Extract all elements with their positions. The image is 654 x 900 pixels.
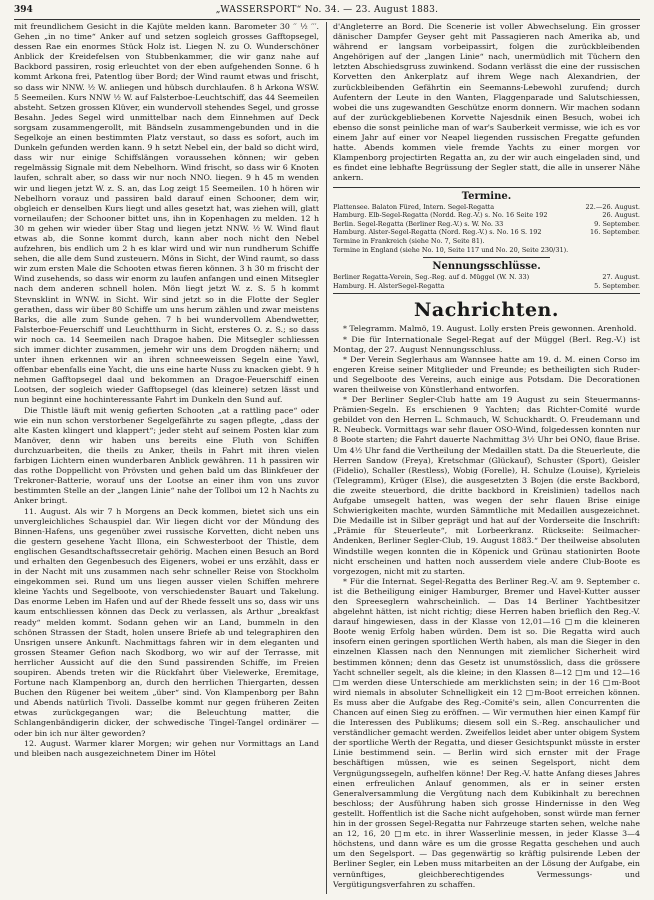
news-item: * Telegramm. Malmö, 19. August. Lolly ersten Preis gewonnen. Arenhold. — [343, 324, 637, 334]
news-item: * Für die Internat. Segel-Regatta des Berliner Reg.-V. am 9. September c. ist die Betheiligung einiger Hamburger, Bremer und Havel-Kutter ausser den Spreeseglern wahrscheinlich. — Das 14 Berliner Yachtbesitzer abgelehnt hätten, ist nicht richtig; diese Herren haben brieflich den Reg.-V. darauf hingewiesen, dass in der Klasse von 12,01—16 □m die kleineren Boote wenig Erfolg haben würden. Dem ist so. Die Regatta wird auch insofern einen geringen sportlichen Werth haben, als man die Sieger in den einzelnen Klassen nach den Nennungen mit ziemlicher Sicherheit wird bestimmen können; denn das Gesetz ist unumstösslich, dass die grössere Yacht schneller segelt, als die kleine; in den Klassen 8—12 □m und 12—16 □m werden diese Unterschiede am merklichsten sein; in der 16 □m-Boot wird niemals in absoluter Schnelligkeit ein 12 □m-Boot erreichen können. Es muss aber die Aufgabe des Reg.-Comité's sein, allen Concurrenten die Chancen auf einen Sieg zu eröffnen. — Wir vermuthen hier einen Kampf für die Interessen des Publikums; diesem soll ein S.-Reg. anschaulicher und verständlicher gemacht werden. Zweifellos leidet aber unter obigem System der sportliche Werth der Regatta, und dieser Gesichtspunkt müsste in erster Linie bestimmend sein. — Berlin wird sich ernster mit der Frage beschäftigen müssen, wie es seinen Segelsport, nicht dem Vergnügungssegeln, aufhelfen könne! Der Reg.-V. hatte Anfang dieses Jahres einen erfreulichen Anlauf genommen, als er in seiner ersten Generalversammlung die Vergütung nach dem Kubikinhalt zu berechnen beschloss; der Ausführung haben sich grosse Hindernisse in den Weg gestellt. Hoffentlich ist die Sache nicht aufgehoben, sonst würde man ferner hin in der grossen Segel-Regatta nur Fahrzeuge starten sehen, welche nahe an 12, 16, 20 □m etc. in ihrer Wasserlinie messen, in jeder Klasse 3—4 höchstens, und dann wäre es um die grosse Regatta geschehen und auch um den Segelsport. — Das gegenwärtig so kräftig pulsirende Leben der Berliner Segler, ein Leben muss mitarbeiten an der Lösung der Aufgabe, ein vernünftiges, gleichberechtigendes Vermessungs- und Vergütigungsverfahren zu schaffen. — [333, 576, 640, 889]
section-rule — [333, 187, 640, 188]
termine-date: 9. September. — [594, 219, 640, 228]
article-paragraph: mit freundlichem Gesicht in die Kajüte melden kann. Barometer 30 ′′ ½ ′′′. Gehen „in no time“ Anker auf und setzen sogleich grosses Gafftopsegel, dessen Rae ein enormes Stück Holz ist. Liegen N. zu O. Wunderschöner Anblick der Kreidefelsen von Stubbenkammer, die wir ganz nahe auf Backbord passiren, rosig erleuchtet von der eben aufgehenden Sonne. 6 h kommt Arkona frei, Patentlog über Bord; der Wind raumt etwas und frischt, so dass wir NNW. ½ W. anliegen und hübsch durchlaufen. 8 h Arkona WSW. 5 Seemeilen. Kurs NNW ½ W. auf Falsterboe-Leuchtschiff, das 44 Seemeilen absteht. Setzen grossen Klüver, ein wundervoll stehendes Segel, und grosse Besahn. Jedes Segel wird unmittelbar nach dem Einnehmen auf Deck sorgsam zusammengerollt, mit Bändseln zusammengebunden und in die Segelkoje an einen bestimmten Platz verstaut, so dass es sofort, auch im Dunkeln gefunden werden kann. 9 h setzt Nebel ein, der bald so dicht wird, dass wir nur einige Schiffslängen voraussehen können; wir geben regelmässig Signale mit dem Nebelhorn. Wind frischt, so dass wir 6 Knoten laufen, schralt aber, so dass wir nur noch NNO. liegen. 9 h 45 m wenden wir und liegen jetzt W. z. S. an, das Log zeigt 15 Seemeilen. 10 h hören wir Nebelhorn vorauz und passiren bald darauf einen Schooner, dem wir, obgleich er denselben Kurs liegt und alles gesetzt hat, was ziehen will, glatt vorneilaufen; der Schooner bittet uns, ihn in Kopenhagen zu melden. 12 h 30 m gehen wir wieder über Stag und liegen jetzt NNW. ½ W. Wind flaut etwas ab, die Sonne kommt durch, kann aber noch nicht den Nebel aufzehren, bis endlich um 2 h es klar wird und wir nun rundherum Schiffe sehen, die alle dem Sund zusteuern. Möns in Sicht, der Wind raumt, so dass wir zum ersten Male die Schooten etwas fieren können. 3 h 30 m frischt der Wind zusehends, so dass wir enorm zu laufen anfangen und einen Mitsegler nach dem anderen schnell holen. Mön liegt jetzt W. z. S. 5 h kommt Stevnsklint in WNW. in Sicht. Wir sind jetzt so in die Flotte der Segler gerathen, dass wir über 80 Schiffe um uns herum zählen und zwar meistens Barks, die alle zum Sunde gehen. 7 h bei wundervollem Abendwetter, Falsterboe-Feuerschiff und Leuchtthurm in Sicht, ersteres O. z. S.; so dass wir noch ca. 14 Seemeilen nach Dragoe haben. Die Mitsegler schliessen sich immer dichter zusammen, jemehr wir uns dem Drogden nähern; und unter ihnen erkennen wir an ihren schneeweissen Segeln eine Yawl, offenbar ebenfalls eine Yacht, die uns eine harte Nuss zu knacken giebt. 9 h nehmen Gafftopsegel daal und bekommen an Dragoe-Feuerschiff einen Lootsen, der sogleich wieder Gafftopsegel (das kleinere) setzen lässt und nun beginnt eine hochinteressante Fahrt im Dunkeln den Sund auf. — [14, 22, 319, 405]
termine-note: Termine in Frankreich (siehe No. 7, Seite 81). — [333, 236, 485, 245]
news-item: * Der Verein Seglerhaus am Wannsee hatte am 19. d. M. einen Corso im engeren Kreise seiner Mitglieder und Freunde; es betheiligten sich Ruder- und Segelboote des Vereins, auch einige aus Potsdam. Die Decorationen waren theilweise von Künstlerhand entworfen. — [333, 354, 640, 394]
column-divider — [326, 22, 327, 894]
article-paragraph: Die Thistle läuft mit wenig gefierten Schooten „at a rattling pace“ oder wie ein nun schon verstorbener Segelgefährte zu sagen pflegte, „dass der alte Kasten klingert und klappert“; jeder steht auf seinem Posten klar zum Manöver, denn wir haben uns bereits eine Fluth von Schiffen durchzuarbeiten, die theils zu Anker, theils in Fahrt mit ihren vielen farbigen Lichtern einen wunderbaren Anblick gewähren. 11 h passiren wir das rothe Doppellicht von Prövsten und gehen bald um das Blinkfeuer der Trekroner-Batterie, worauf uns der Lootse an einer ihm von uns zuvor bestimmten Stelle an der „langen Linie“ nahe der Tollboi um 12 h Nachts zu Anker bringt. — [14, 405, 319, 506]
termine-event: Hamburg. Elb-Segel-Regatta (Nordd. Reg.-V.) s. No. 16 Seite 192 — [333, 211, 548, 220]
termine-row — [333, 220, 640, 229]
termine-heading: Termine. — [461, 190, 512, 202]
nennung-date: 5. September. — [594, 281, 640, 290]
section-rule — [423, 257, 550, 258]
right-column — [333, 22, 640, 896]
news-item: * Die für Internationale Segel-Regat auf der Müggel (Berl. Reg.-V.) ist Montag, der 27. August Nennungsschluss. — [333, 334, 640, 354]
nachrichten-heading: Nachrichten. — [414, 299, 559, 322]
masthead: „WASSERSPORT“ No. 34. — 23. August 1883. — [215, 5, 439, 15]
page-header — [14, 5, 640, 20]
article-continuation: d'Angleterre an Bord. Die Scenerie ist voller Abwechselung. Ein grosser dänischer Dampfer Geyser geht mit Passagieren nach Amerika ab, und während er langsam vorbeipassirt, folgen die zurückbleibenden Angehörigen auf der „langen Linie“ nach, unermüdlich mit Tüchern den letzten Abschiedsgruss zuwinkend. Sodann verlässt die eine der russischen Korvetten den Ankerplatz auf ihrem Wege nach Alexandrien, der zurückbleibenden Gefährtin ein Seemanns-Lebewohl zurufend; durch Aufentern der Leute in den Wanten, Flaggenparade und Salutschiessen, wobei die uns zugewandten Geschütze enorm donnern. Wir machen sodann auf der zurückgebliebenen Korvette Najesdnik einen Besuch, wobei ich ebenso die sonst peinliche man of war's Sauberkeit vermisse, wie ich es vor einem Jahr auf einer vor Neapel liegenden russischen Fregatte gefunden hatte. Abends kommen viele fremde Yachts zu einer morgen vor Klampenborg projectirten Regatta an, zu der wir auch eingeladen sind, und es findet eine lebhafte Begrüssung der Segler statt, die alle in unserer Nähe ankern. — [333, 22, 640, 183]
termine-event: Plattensee. Balaton Füred, Intern. Segel-Regatta — [333, 202, 495, 211]
termine-date: 22.—26. August. — [585, 202, 640, 211]
nennung-event: Hamburg. H. AlsterSegel-Regatta — [333, 281, 445, 290]
left-column — [14, 22, 319, 896]
page-number: 394 — [14, 5, 33, 15]
termine-event: Berlin. Segel-Regatta (Berliner Reg.-V.) s. W. No. 33 — [333, 219, 504, 228]
termine-event: Hamburg. Alster-Segel-Regatta (Nord. Reg.-V.) s. No. 16 S. 192 — [333, 228, 542, 237]
nennung-row — [333, 273, 640, 282]
article-paragraph: 12. August. Warmer klarer Morgen; wir gehen nur Vormittags an Land und bleiben nach ausgezeichnetem Diner im Hôtel — [14, 738, 319, 758]
termine-row — [333, 203, 640, 212]
nennung-heading: Nennungsschlüsse. — [432, 261, 541, 273]
termine-date: 16. September. — [590, 228, 640, 237]
termine-date: 26. August. — [602, 211, 640, 220]
nennung-date: 27. August. — [602, 273, 640, 282]
news-item: * Der Berliner Segler-Club hatte am 19 August zu sein Steuermanns-Prämien-Segeln. Es erschienen 9 Yachten; das Richter-Comité wurde gebildet von den Herren L. Schmauch, W. Schuckhardt. O. Freudemann und R. Neubeck. Vormittags war sehr flauer OSO-Wind, folgedessen konnten nur 8 Boote starten; die Fahrt dauerte Nachmittag 3½ Uhr bei ONO, flaue Brise. Um 4½ Uhr fand die Vertheilung der Medaillen statt. Da die Steuerleute, die Herren Sandow (Freya), Kretschmar (Glückauf), Schuster (Sport), Geisler (Fidelio), Schaller (Restless), Wobig (Forelle), H. Schulze (Louise), Kyrieleis (Telegramm), Krüger (Else), die ausgesetzten 3 Bojen (die erste Backbord, die zweite steuerbord, die dritte backbord in Kreislinien) tadellos nach Aufgabe umsegelt hatten, was wegen der sehr flauen Brise einige Schwierigkeiten machte, wurden Sämmtliche mit Medaillen ausgezeichnet. Die Medaille ist in Silber geprägt und hat auf der Vorderseite die Inschrift: „Prämie für Steuerleute“, mit Lorbeerkranz. Rückseite: Seilmacher-Andenken, Berliner Segler-Club, 19. August 1883.“ Der theilweise absoluten Windstille wegen konnten die in Köpenick und Grünau stationirten Boote nicht erscheinen und hatten noch ausserdem viele andere Club-Boote es vorgezogen, nicht mit zu starten. — [333, 395, 640, 576]
termine-row — [333, 211, 640, 220]
section-rule — [333, 293, 640, 294]
termine-row — [333, 228, 640, 237]
nennung-row — [333, 282, 640, 291]
article-paragraph: 11. August. Als wir 7 h Morgens an Deck kommen, bietet sich uns ein unvergleichliches Schauspiel dar. Wir liegen dicht vor der Mündung des Binnen-Hafens, uns gegenüber zwei russische Korvetten, dicht neben uns die gestern gesehene Yacht Illona, ein Schwesterboot der Thistle, dem englischen Gesandtschaftssecretair gehörig. Machen einen Besuch an Bord und erhalten den Gegenbesuch des Eigeners, wobei er uns erzählt, dass er in der Nacht mit uns zusammen nach sehr schneller Reise von Stockholm eingekommen sei. Rund um uns liegen ausser vielen Schiffen mehrere kleine Yachts und Segelboote, von verschiedenster Bauart und Takelung. Das enorme Leben im Hafen und auf der Rhede fesselt uns so, dass wir uns kaum entschliessen können das Deck zu verlassen, als Arthur „breakfast ready“ melden kommt. Sodann gehen wir an Land, bummeln in den schönen Strassen der Stadt, holen unsere Briefe ab und telegraphiren den Unsrigen unsere Ankunft. Nachmittags fahren wir in dem eleganten und grossen Steamer Gefion nach Skodborg, wo wir auf der Terrasse, mit herrlicher Aussicht auf die den Sund passirenden Schiffe, im Freien soupiren. Abends treten wir die Rückfahrt über Vielewerke, Eremitage, Fortune nach Klampenborg an, durch den herrlichen Thiergarten, dessen Buchen den Rügener bei weitem „über“ sind. Von Klampenborg per Bahn und Abends natürlich Tivoli. Dasselbe kommt nur gegen früheren Zeiten etwas zurückgegangen war; die Beleuchtung matter, die Schlangenbändigerin dicker, der schwedische Tingel-Tangel ordinärer — oder bin ich nur älter geworden? — [14, 506, 319, 738]
nennung-event: Berliner Regatta-Verein, Seg.-Reg. auf d. Müggel (W. N. 33) — [333, 273, 530, 282]
termine-note: Termine in England (siehe No. 10, Seite 117 und No. 20, Seite 230/31). — [333, 245, 569, 254]
